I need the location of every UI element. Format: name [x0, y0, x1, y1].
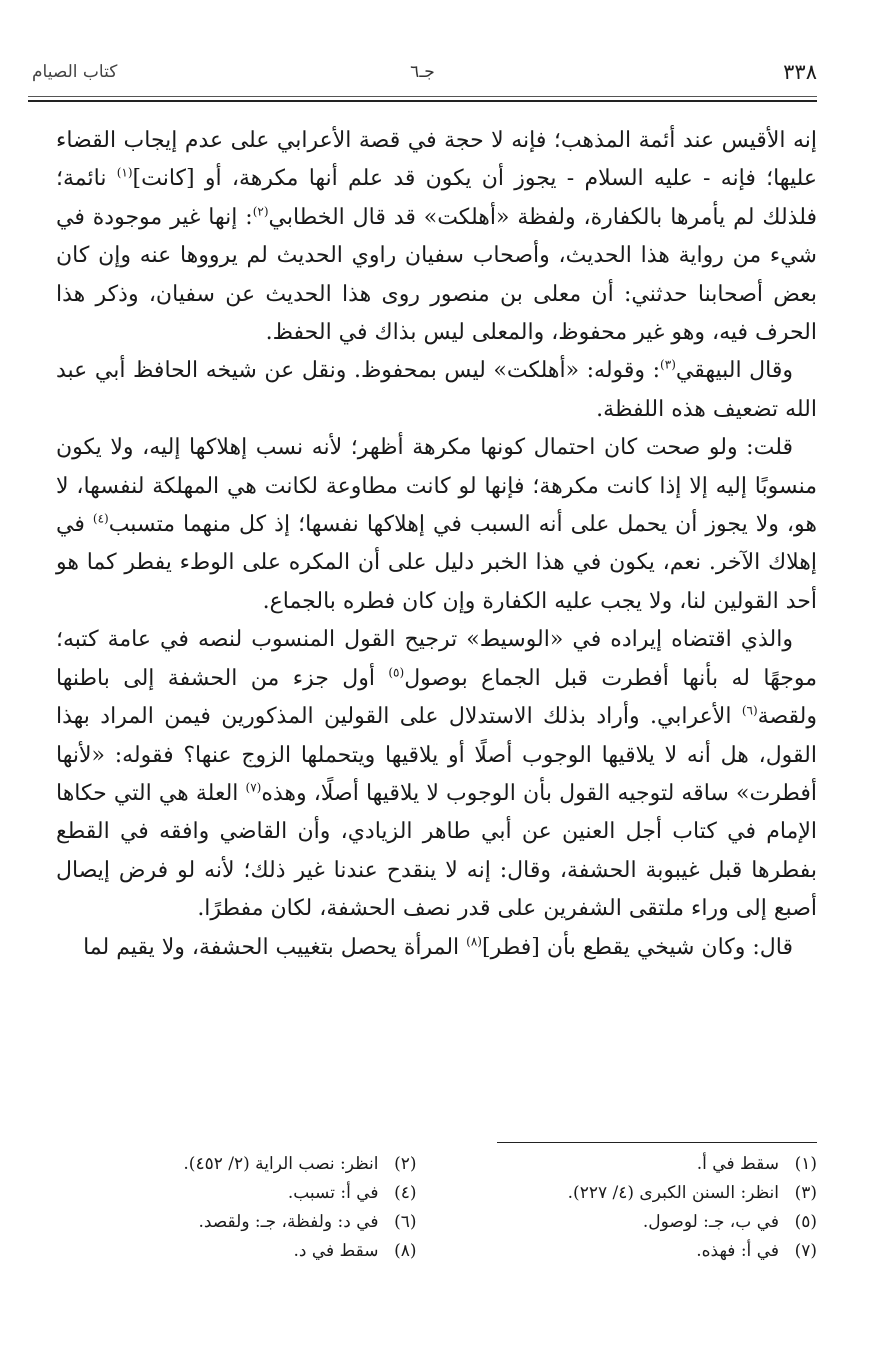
- paragraph-text: : وقوله: «أهلكت» ليس بمحفوظ. ونقل عن شيخه الحافظ أبي عبد الله تضعيف هذه اللفظة.: [56, 358, 817, 422]
- footnote-reference[interactable]: (٧): [245, 780, 262, 795]
- footnote-reference[interactable]: (٢): [252, 204, 269, 219]
- footnote-reference[interactable]: (٤): [92, 511, 109, 526]
- footnote-number: (٧): [794, 1241, 817, 1261]
- footnote-text: في أ: فهذه.: [696, 1241, 779, 1261]
- paragraph-text: العلة هي التي حكاها الإمام في كتاب أجل العنين عن أبي طاهر الزيادي، وأن القاضي وافقه في القطع بفطرها قبل غيبوبة الحشفة، وقال: إنه لا ينقدح عندنا غير ذلك؛ لأنه لو فرض إيصال أصبع إلى وراء ملتقى الشفرين على قدر نصف الحشفة، لكان مفطرًا.: [56, 780, 817, 922]
- paragraph-text: وقال البيهقي: [675, 358, 793, 384]
- page-number: ٣٣٨: [783, 60, 817, 84]
- footnotes: [56, 1150, 817, 1266]
- footnote-number: (٣): [794, 1183, 817, 1203]
- paragraph: [56, 929, 817, 967]
- footnote-reference[interactable]: (١): [116, 166, 133, 181]
- footnote-number: (٢): [394, 1154, 417, 1174]
- paragraph-text: قال: وكان شيخي يقطع بأن [فطر]: [481, 934, 793, 960]
- footnote-number: (٨): [394, 1241, 417, 1261]
- footnote-separator: [497, 1142, 817, 1143]
- header-rule-thick: [28, 100, 817, 102]
- book-title: كتاب الصيام: [32, 62, 118, 82]
- footnote-text: انظر: السنن الكبرى (٤/ ٢٢٧).: [567, 1183, 779, 1203]
- footnote-text: في أ: تسبب.: [287, 1183, 379, 1203]
- paragraph-text: إنه الأقيس عند أئمة المذهب؛ فإنه لا حجة في قصة الأعرابي على عدم إيجاب القضاء عليها؛ فإنه - عليه السلام - يجوز أن يكون قد علم أنها مكرهة، أو [كانت]: [56, 128, 817, 192]
- paragraph-text: أول جزء من الحشفة إلى باطنها ولقصة: [56, 665, 817, 730]
- paragraph: [56, 429, 817, 621]
- footnote-reference[interactable]: (٥): [388, 665, 405, 680]
- paragraph: [56, 352, 817, 429]
- footnote-item: [457, 1150, 818, 1179]
- paragraph-text: قلت: ولو صحت كان احتمال كونها مكرهة أظهر؛ لأنه نسب إهلاكها إليه، ولا يكون منسوبًا إليه إلا إذا كانت مكرهة؛ فإنها لو كانت مطاوعة لكانت هي المهلكة لنفسها، لا هو، ولا يجوز أن يحمل على أنه السبب في إهلاكها نفسها؛ إذ كل منهما متسبب: [56, 435, 817, 538]
- footnote-reference[interactable]: (٦): [741, 703, 758, 718]
- footnote-number: (٥): [794, 1212, 817, 1232]
- footnote-reference[interactable]: (٣): [660, 358, 676, 373]
- header-rule: [28, 96, 817, 97]
- paragraph-text: في إهلاك الآخر. نعم، يكون في هذا الخبر دليل على أن المكره على الوطء يفطر كما هو أحد القولين لنا، ولا يجب عليه الكفارة وإن كان فطره بالجماع.: [56, 512, 817, 614]
- footnote-item: [457, 1237, 818, 1266]
- footnote-item: [457, 1179, 818, 1208]
- paragraph-text: والذي اقتضاه إيراده في «الوسيط» ترجيح القول المنسوب لنصه في عامة كتبه؛ موجهًا له بأنها أفطرت قبل الجماع بوصول: [56, 627, 817, 691]
- volume-label: جـ٦: [410, 62, 435, 82]
- footnote-number: (١): [794, 1154, 817, 1174]
- footnote-number: (٤): [394, 1183, 417, 1203]
- paragraph-text: نائمة؛ فلذلك لم يأمرها بالكفارة، ولفظة «أهلكت» قد قال الخطابي: [56, 166, 817, 230]
- running-header: [28, 58, 817, 94]
- footnote-item: [56, 1237, 417, 1266]
- paragraph-text: الأعرابي. وأراد بذلك الاستدلال على القولين المذكورين فيمن المراد بهذا القول، هل أنه لا يلاقيها الوجوب أصلًا أو يلاقيها ويتحملها الزوج عنها؟ فقوله: «لأنها أفطرت» ساقه لتوجيه القول بأن الوجوب لا يلاقيها أصلًا، وهذه: [56, 704, 817, 806]
- footnote-text: انظر: نصب الراية (٢/ ٤٥٢).: [183, 1154, 379, 1174]
- footnote-item: [56, 1208, 417, 1237]
- paragraph: [56, 122, 817, 352]
- footnote-list: [56, 1150, 817, 1266]
- footnote-item: [56, 1179, 417, 1208]
- paragraph: [56, 621, 817, 928]
- footnote-reference[interactable]: (٨): [466, 934, 482, 949]
- paragraph-text: المرأة يحصل بتغييب الحشفة، ولا يقيم لما: [83, 934, 467, 960]
- footnote-item: [457, 1208, 818, 1237]
- footnote-number: (٦): [394, 1212, 417, 1232]
- footnote-item: [56, 1150, 417, 1179]
- footnote-text: سقط في أ.: [696, 1154, 779, 1174]
- paragraph-text: : إنها غير موجودة في شيء من رواية هذا الحديث، وأصحاب سفيان راوي الحديث لم يرووها عنه وإن كان بعض أصحابنا حدثني: أن معلى بن منصور روى هذا الحديث عن سفيان، وذكر هذا الحرف فيه، وهو غير محفوظ، والمعلى ليس بذاك في الحفظ.: [56, 204, 817, 346]
- footnote-text: سقط في د.: [293, 1241, 379, 1261]
- footnote-text: في د: ولفظة، جـ: ولقصد.: [198, 1212, 379, 1232]
- footnote-text: في ب، جـ: لوصول.: [642, 1212, 779, 1232]
- main-text: [56, 122, 817, 967]
